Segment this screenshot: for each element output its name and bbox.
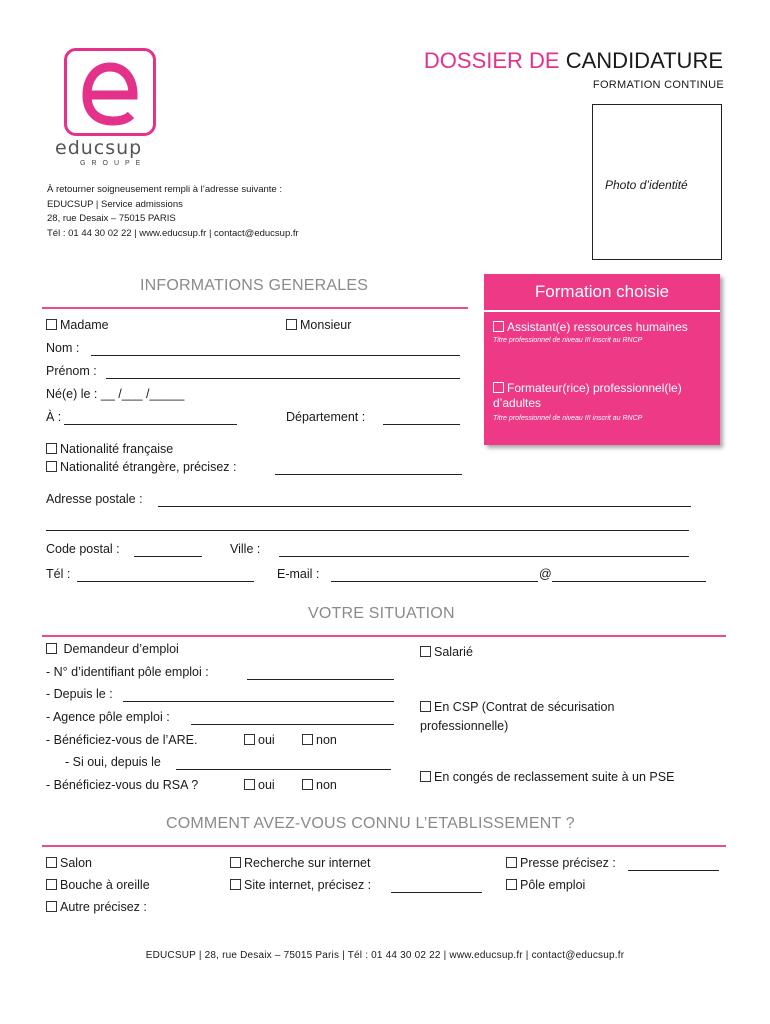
- site-option[interactable]: [230, 878, 371, 892]
- section-rule: [42, 845, 726, 847]
- nationalite-francaise-checkbox[interactable]: [46, 443, 57, 454]
- presse-field[interactable]: [628, 870, 719, 871]
- nationalite-francaise-label: Nationalité française: [60, 442, 174, 456]
- logo-e-icon: [67, 51, 153, 133]
- return-address-block: [47, 183, 299, 241]
- agence-label: - Agence pôle emploi :: [46, 710, 170, 724]
- identifiant-label: - N° d’identifiant pôle emploi :: [46, 665, 209, 679]
- bouche-label: Bouche à oreille: [60, 878, 150, 892]
- salon-label: Salon: [60, 856, 92, 870]
- conges-option[interactable]: [420, 770, 674, 784]
- rsa-oui-label: oui: [258, 778, 275, 792]
- section-title-informations: INFORMATIONS GENERALES: [140, 277, 369, 294]
- presse-label: Presse précisez :: [520, 856, 616, 870]
- email-at-sign: @: [539, 567, 552, 581]
- madame-label: Madame: [60, 318, 109, 332]
- recherche-label: Recherche sur internet: [244, 856, 371, 870]
- formation-title: Formation choisie: [534, 282, 670, 301]
- rsa-oui-checkbox[interactable]: [244, 779, 255, 790]
- are-non-checkbox[interactable]: [302, 734, 313, 745]
- prenom-label: Prénom :: [46, 364, 97, 378]
- rsa-non-option[interactable]: [302, 778, 337, 792]
- formation-option-formateur[interactable]: [493, 381, 715, 411]
- birthplace-field[interactable]: [64, 424, 237, 425]
- salarie-option[interactable]: [420, 645, 473, 659]
- tel-field[interactable]: [77, 581, 254, 582]
- email-field-domain[interactable]: [552, 581, 706, 582]
- autre-option[interactable]: [46, 900, 147, 914]
- formation-rh-checkbox[interactable]: [493, 321, 504, 332]
- birthplace-label: À :: [46, 410, 62, 424]
- nationalite-etrangere-option[interactable]: [46, 460, 236, 474]
- are-label: - Bénéficiez-vous de l’ARE.: [46, 733, 198, 747]
- are-oui-checkbox[interactable]: [244, 734, 255, 745]
- presse-checkbox[interactable]: [506, 857, 517, 868]
- formation-rh-note: Titre professionnel de niveau III inscrit au RNCP: [493, 337, 643, 344]
- depuis-field[interactable]: [123, 701, 394, 702]
- birthdate-field[interactable]: Né(e) le : __ /___ /_____: [46, 387, 185, 401]
- email-field-user[interactable]: [331, 581, 538, 582]
- recherche-option[interactable]: [230, 856, 370, 870]
- section-rule: [42, 635, 726, 637]
- conges-label: En congés de reclassement suite à un PSE: [434, 770, 675, 784]
- nationalite-francaise-option[interactable]: [46, 442, 173, 456]
- return-line: À retourner soigneusement rempli à l’adresse suivante :: [47, 184, 282, 195]
- departement-label: Département :: [286, 410, 366, 424]
- salarie-checkbox[interactable]: [420, 646, 431, 657]
- departement-field[interactable]: [383, 424, 460, 425]
- madame-option[interactable]: [46, 318, 109, 332]
- pole-option[interactable]: [506, 878, 585, 892]
- tel-label: Tél :: [46, 567, 71, 581]
- identifiant-field[interactable]: [247, 679, 394, 680]
- return-line: EDUCSUP | Service admissions: [47, 198, 183, 210]
- agence-field[interactable]: [191, 724, 394, 725]
- monsieur-option[interactable]: [286, 318, 351, 332]
- adresse-label: Adresse postale :: [46, 492, 143, 506]
- salarie-label: Salarié: [434, 645, 473, 659]
- page-title: [424, 48, 723, 74]
- si-oui-label: - Si oui, depuis le: [65, 755, 161, 769]
- rsa-non-label: non: [316, 778, 337, 792]
- recherche-checkbox[interactable]: [230, 857, 241, 868]
- formation-panel: [484, 274, 720, 445]
- bouche-checkbox[interactable]: [46, 879, 57, 890]
- nom-label: Nom :: [46, 341, 80, 355]
- code-postal-label: Code postal :: [46, 542, 120, 556]
- demandeur-checkbox[interactable]: [46, 643, 57, 654]
- nationalite-etrangere-label: Nationalité étrangère, précisez :: [60, 460, 237, 474]
- are-oui-label: oui: [258, 733, 275, 747]
- depuis-label: - Depuis le :: [46, 687, 113, 701]
- pole-checkbox[interactable]: [506, 879, 517, 890]
- csp-option[interactable]: [420, 698, 614, 736]
- presse-option[interactable]: [506, 856, 616, 870]
- formation-option-rh[interactable]: [493, 320, 715, 335]
- are-non-label: non: [316, 733, 337, 747]
- salon-option[interactable]: [46, 856, 92, 870]
- formation-formateur-label-cont: d’adultes: [493, 396, 542, 410]
- si-oui-field[interactable]: [176, 769, 391, 770]
- csp-checkbox[interactable]: [420, 701, 431, 712]
- title-pink-part: DOSSIER DE: [423, 48, 560, 73]
- rsa-label: - Bénéficiez-vous du RSA ?: [46, 778, 199, 792]
- adresse-field-2[interactable]: [46, 530, 689, 531]
- section-title-connu: COMMENT AVEZ-VOUS CONNU L’ETABLISSEMENT ?: [166, 815, 575, 832]
- code-postal-field[interactable]: [134, 556, 202, 557]
- salon-checkbox[interactable]: [46, 857, 57, 868]
- conges-checkbox[interactable]: [420, 771, 431, 782]
- site-checkbox[interactable]: [230, 879, 241, 890]
- logo-subtext: GROUPE: [80, 160, 147, 167]
- csp-label-cont: professionnelle): [420, 719, 509, 733]
- photo-label: Photo d’identité: [605, 178, 688, 192]
- logo-wordmark: educsup: [55, 137, 143, 159]
- site-label: Site internet, précisez :: [244, 878, 372, 892]
- are-oui-option[interactable]: [244, 733, 275, 747]
- ville-field[interactable]: [279, 556, 689, 557]
- section-title-situation: VOTRE SITUATION: [308, 605, 455, 622]
- return-line: 28, rue Desaix – 75015 PARIS: [47, 213, 176, 224]
- page-footer: EDUCSUP | 28, rue Desaix – 75015 Paris | Tél : 01 44 30 02 22 | www.educsup.fr | contact@educsup.fr: [145, 950, 625, 961]
- nationalite-etrangere-checkbox[interactable]: [46, 461, 57, 472]
- pole-label: Pôle emploi: [520, 878, 586, 892]
- logo: [64, 48, 156, 136]
- autre-checkbox[interactable]: [46, 901, 57, 912]
- formation-rh-label: Assistant(e) ressources humaines: [507, 320, 688, 334]
- csp-label: En CSP (Contrat de sécurisation: [434, 700, 615, 714]
- formation-formateur-label: Formateur(rice) professionnel(le): [507, 381, 682, 395]
- demandeur-label: Demandeur d’emploi: [63, 642, 179, 656]
- adresse-field-1[interactable]: [158, 506, 691, 507]
- title-black-part: CANDIDATURE: [565, 48, 723, 73]
- are-non-option[interactable]: [302, 733, 337, 747]
- rsa-oui-option[interactable]: [244, 778, 275, 792]
- section-rule: [42, 307, 468, 309]
- madame-checkbox[interactable]: [46, 319, 57, 330]
- site-field[interactable]: [391, 892, 482, 893]
- page-subtitle: FORMATION CONTINUE: [592, 79, 724, 91]
- return-line: Tél : 01 44 30 02 22 | www.educsup.fr | contact@educsup.fr: [47, 227, 299, 239]
- formation-formateur-checkbox[interactable]: [493, 382, 504, 393]
- demandeur-option[interactable]: [46, 642, 179, 656]
- nom-field[interactable]: [91, 355, 460, 356]
- monsieur-label: Monsieur: [300, 318, 352, 332]
- ville-label: Ville :: [230, 542, 261, 556]
- email-label: E-mail :: [277, 567, 320, 581]
- bouche-option[interactable]: [46, 878, 150, 892]
- formation-rule: [484, 310, 720, 312]
- prenom-field[interactable]: [106, 378, 460, 379]
- rsa-non-checkbox[interactable]: [302, 779, 313, 790]
- autre-label: Autre précisez :: [60, 900, 147, 914]
- formation-formateur-note: Titre professionnel de niveau III inscrit au RNCP: [493, 415, 643, 422]
- monsieur-checkbox[interactable]: [286, 319, 297, 330]
- nationalite-etrangere-field[interactable]: [275, 474, 462, 475]
